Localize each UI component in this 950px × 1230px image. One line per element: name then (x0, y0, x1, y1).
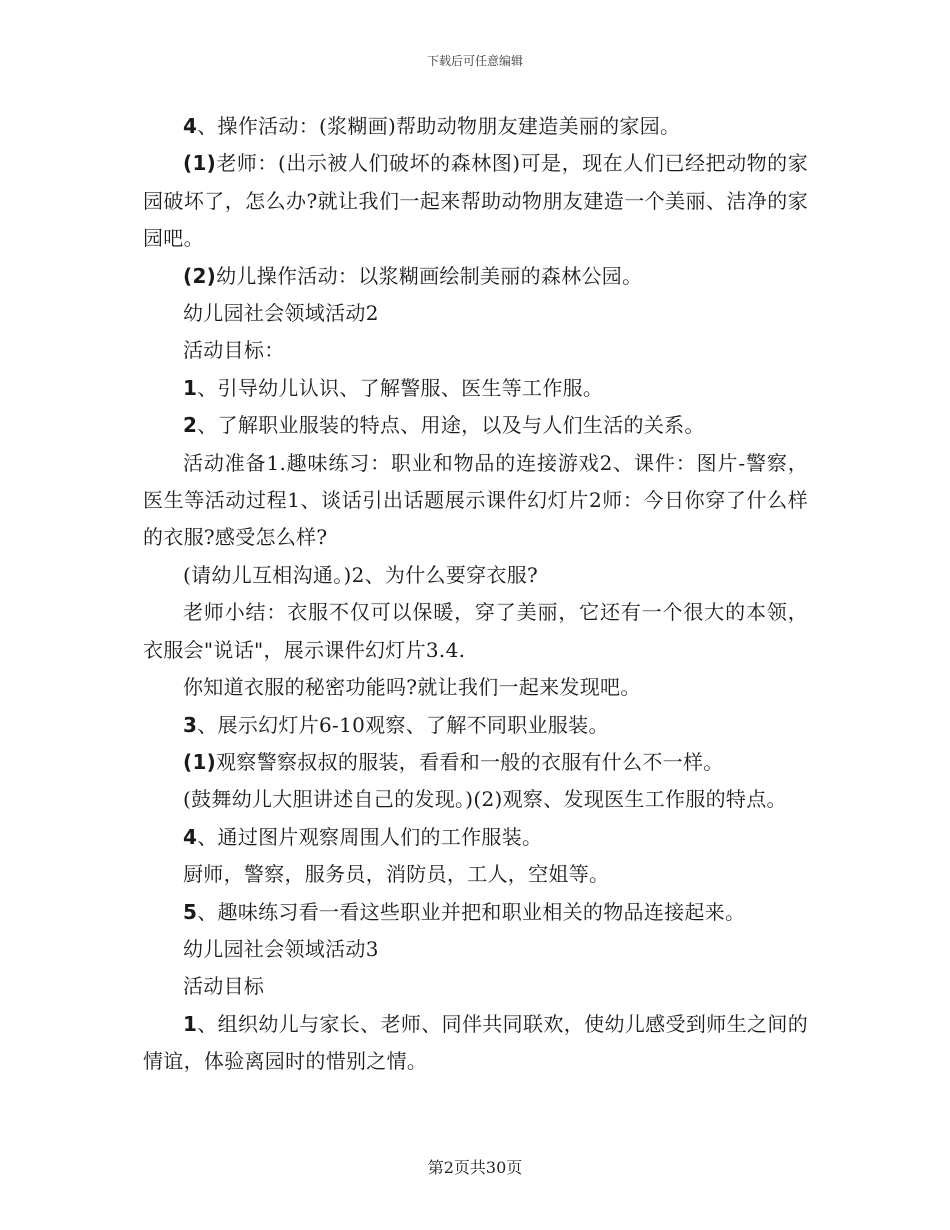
section-heading (143, 295, 808, 332)
paragraph-text: 厨师，警察，服务员，消防员，工人，空姐等。 (183, 862, 610, 887)
paragraph (143, 445, 808, 557)
paragraph (143, 894, 808, 931)
paragraph-text: 、组织幼儿与家长、老师、同伴共同联欢，使幼儿感受到师生之间的情谊，体验离园时的惜别之情。 (143, 1011, 808, 1074)
paragraph (143, 145, 808, 257)
paragraph (143, 370, 808, 407)
paragraph-text: 老师：(出示被人们破坏的森林图)可是，现在人们已经把动物的家园破坏了，怎么办?就让我们一起来帮助动物朋友建造一个美丽、洁净的家园吧。 (143, 151, 808, 251)
paragraph (143, 108, 808, 145)
paragraph-text: 、展示幻灯片6-10观察、了解不同职业服装。 (197, 712, 609, 737)
paragraph (143, 594, 808, 669)
paragraph (143, 1006, 808, 1081)
paragraph-text: 活动准备1.趣味练习：职业和物品的连接游戏2、课件：图片-警察，医生等活动过程1、谈话引出话题展示课件幻灯片2师：今日你穿了什么样的衣服?感受怎么样? (143, 450, 808, 550)
list-number: 1 (183, 1011, 198, 1036)
paragraph-text: (鼓舞幼儿大胆讲述自己的发现。)(2)观察、发现医生工作服的特点。 (183, 787, 787, 812)
paragraph-text: 、引导幼儿认识、了解警服、医生等工作服。 (197, 375, 604, 400)
list-number: 3 (183, 712, 198, 737)
paragraph-text: 观察警察叔叔的服装，看看和一般的衣服有什么不一样。 (216, 749, 724, 774)
paragraph (143, 407, 808, 444)
paragraph-text: 、了解职业服装的特点、用途，以及与人们生活的关系。 (197, 413, 705, 438)
paragraph-text: 、通过图片观察周围人们的工作服装。 (197, 824, 543, 849)
paragraph-text: 幼儿操作活动：以浆糊画绘制美丽的森林公园。 (216, 263, 643, 288)
paragraph-text: 活动目标： (183, 338, 285, 363)
paragraph-text: 老师小结：衣服不仅可以保暖，穿了美丽，它还有一个很大的本领，衣服会"说话"，展示课件幻灯片3.4. (143, 600, 808, 662)
paragraph (143, 856, 808, 893)
paragraph (143, 744, 808, 781)
list-number: (2) (183, 263, 217, 288)
list-number: 4 (183, 824, 198, 849)
section-heading (143, 931, 808, 968)
list-number: (1) (183, 749, 217, 774)
paragraph (143, 669, 808, 706)
paragraph-text: (请幼儿互相沟通。)2、为什么要穿衣服? (183, 562, 539, 587)
paragraph (143, 707, 808, 744)
paragraph (143, 332, 808, 369)
paragraph-text: 、操作活动：(浆糊画)帮助动物朋友建造美丽的家园。 (197, 114, 681, 138)
paragraph (143, 819, 808, 856)
page-header: 下载后可任意编辑 (426, 54, 523, 68)
paragraph-text: 活动目标 (183, 974, 265, 999)
paragraph (143, 781, 808, 818)
document-body (143, 108, 808, 1081)
list-number: 4 (183, 114, 198, 138)
list-number: (1) (183, 151, 217, 176)
paragraph (143, 968, 808, 1005)
list-number: 1 (183, 375, 198, 400)
paragraph (143, 557, 808, 594)
list-number: 5 (183, 899, 198, 924)
page-footer: 第2页共30页 (427, 1158, 523, 1177)
paragraph-text: 幼儿园社会领域活动2 (183, 301, 379, 326)
paragraph-text: 、趣味练习看一看这些职业并把和职业相关的物品连接起来。 (197, 899, 746, 924)
paragraph (143, 258, 808, 295)
paragraph-text: 幼儿园社会领域活动3 (183, 936, 379, 961)
list-number: 2 (183, 413, 198, 438)
paragraph-text: 你知道衣服的秘密功能吗?就让我们一起来发现吧。 (183, 675, 641, 700)
